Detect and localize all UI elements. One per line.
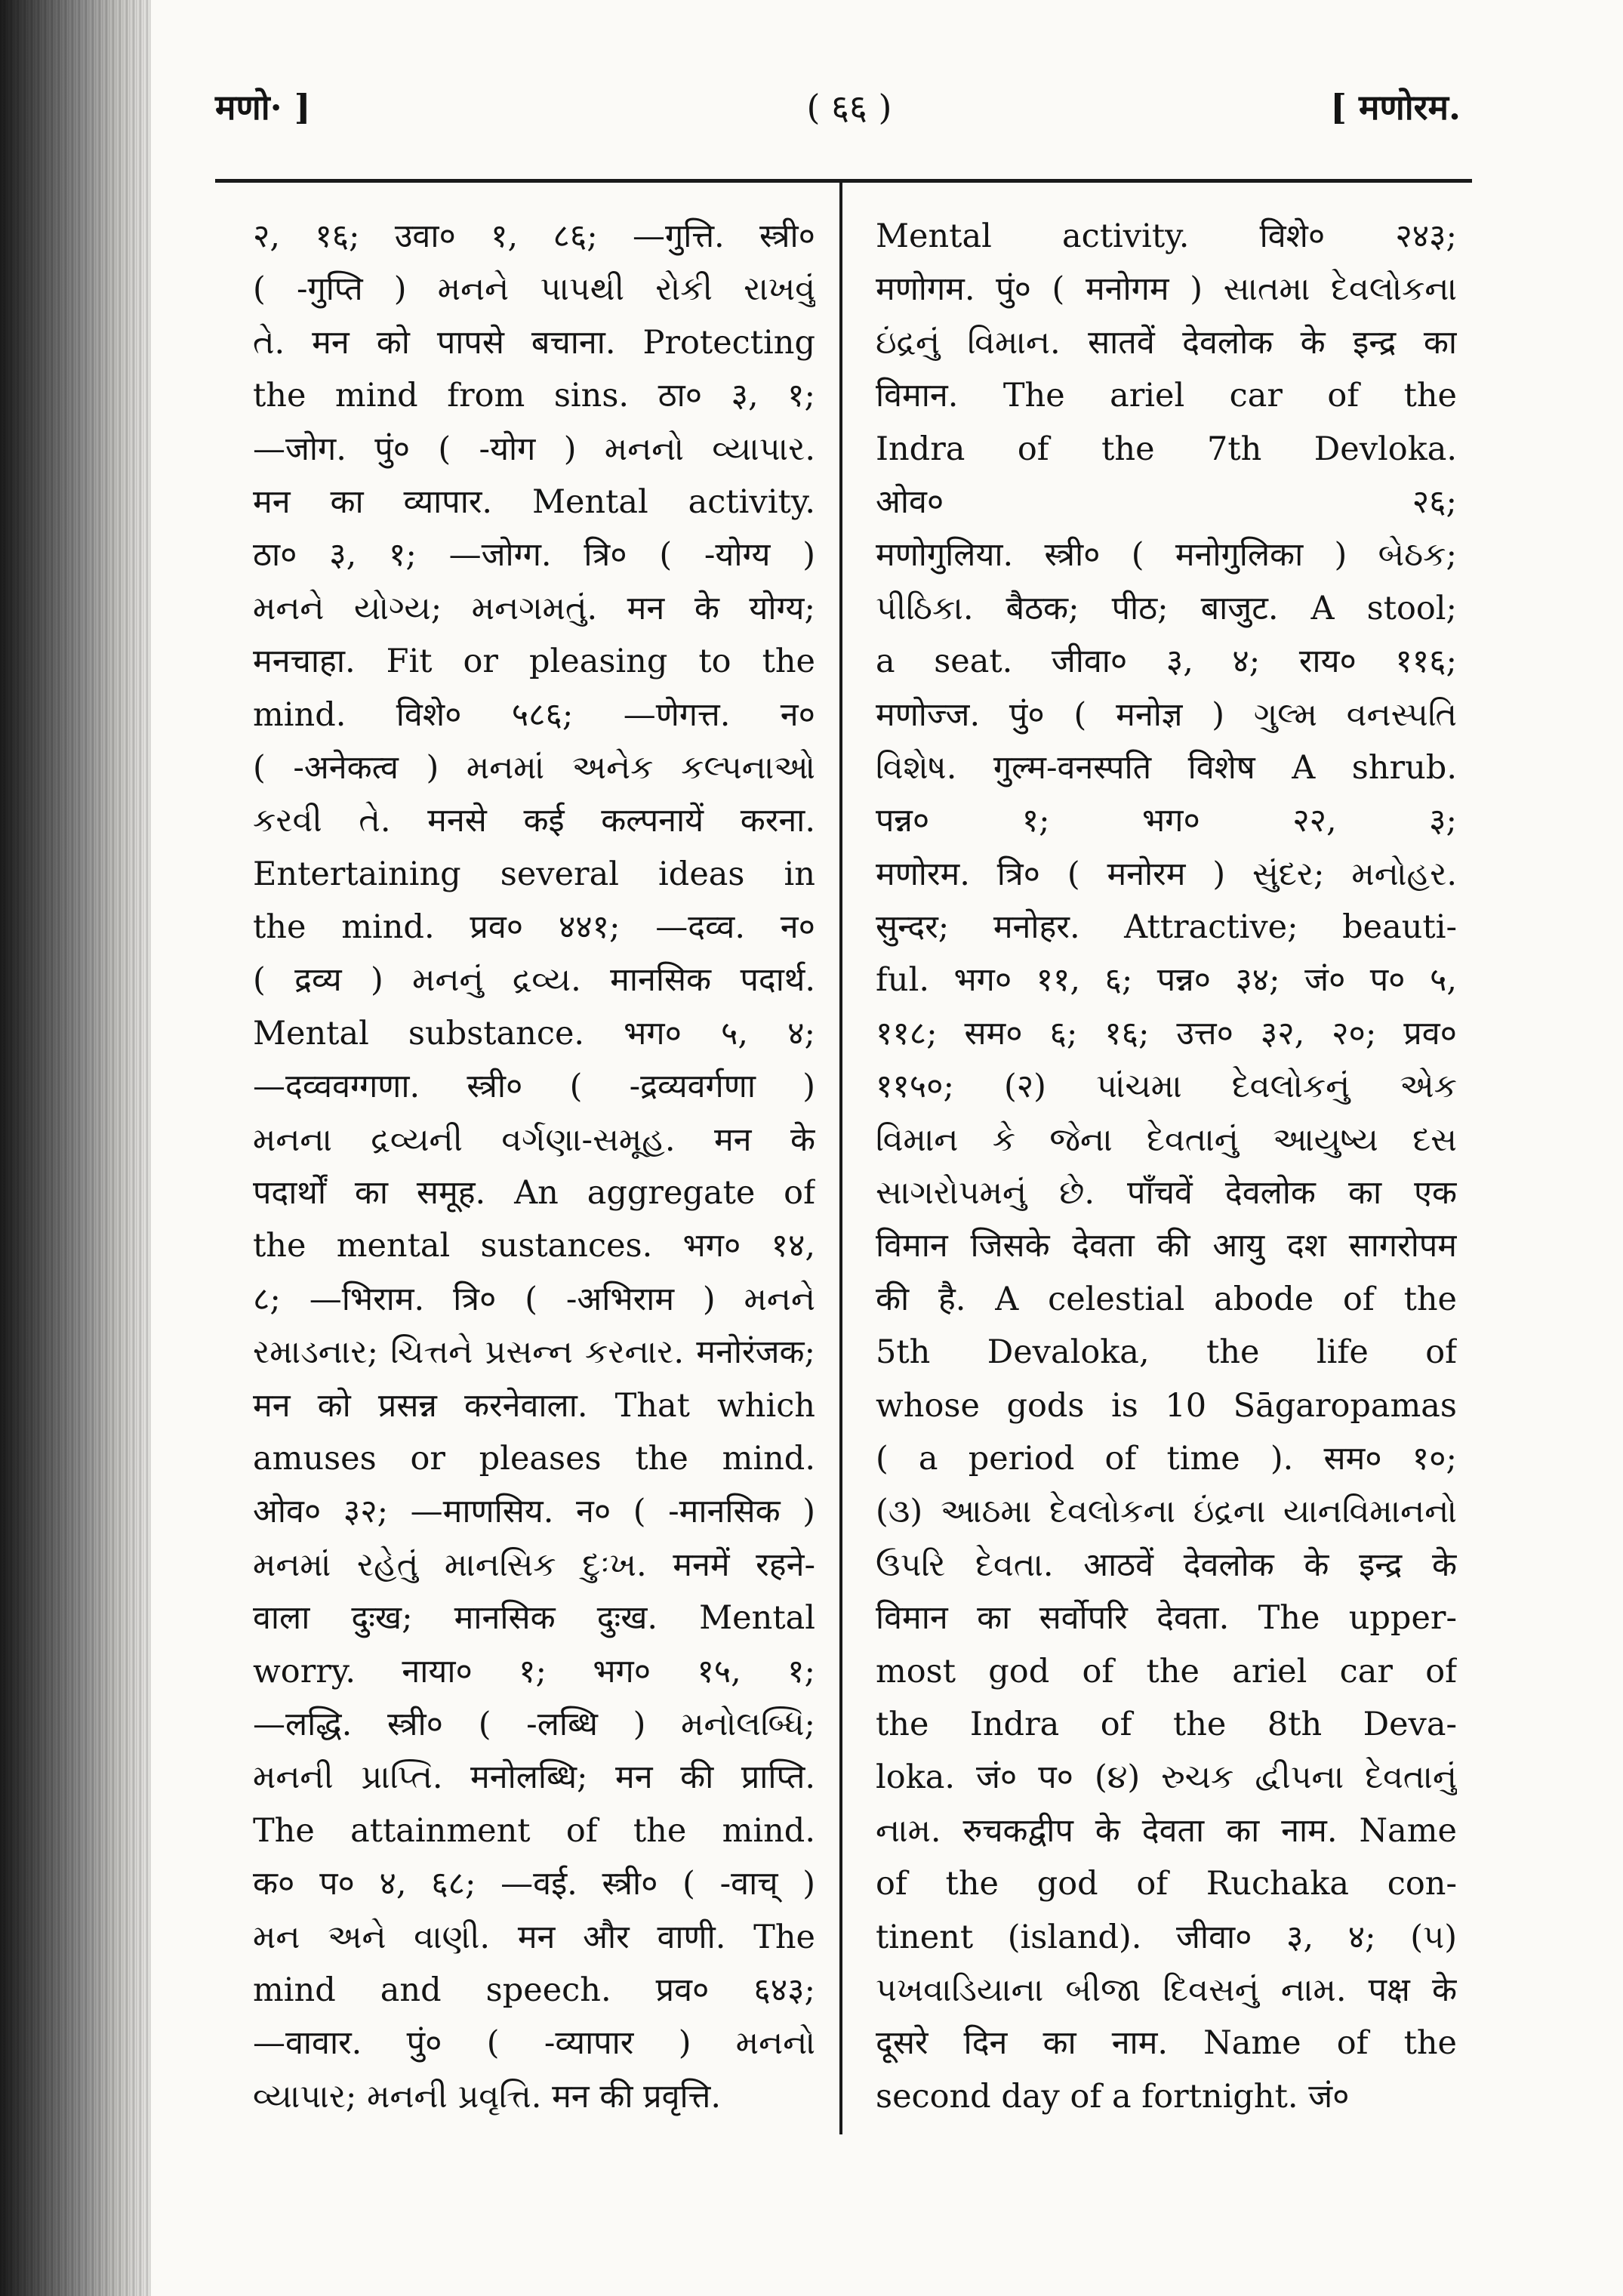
text-line: Entertaining several ideas in: [253, 855, 815, 893]
text-line: विमान जिसके देवता की आयु दश सागरोपम: [876, 1227, 1457, 1265]
text-line: —लद्धि. स्त्री० ( -लब्धि ) મનોલબ્ધિ;: [253, 1705, 815, 1743]
text-line: મન અને વાણી. मन और वाणी. The: [253, 1918, 815, 1956]
text-line: (૩) આઠમા દેવલોકના ઇંદ્રના યાનવિમાનનો: [876, 1493, 1457, 1531]
text-line: second day of a fortnight. जं०: [876, 2077, 1350, 2116]
text-line: ful. भग० ११, ६; पन्न० ३४; जं० प० ५,: [876, 961, 1457, 1000]
text-line: રમાડનાર; ચિત્તને પ્રસન્ન કરનાર. मनोरंजक;: [253, 1333, 815, 1372]
text-line: Indra of the 7th Devloka.: [876, 430, 1457, 468]
text-line: તે. मन को पापसे बचाना. Protecting: [253, 323, 815, 362]
text-line: Mental activity. विशे० २४३;: [876, 217, 1457, 255]
text-line: ( द्रव्य ) મનનું દ્રવ્ય. मानसिक पदार्थ.: [253, 961, 815, 1000]
text-line: ઇંદ્રનું વિમાન. सातवें देवलोक के इन्द्र का: [876, 323, 1457, 362]
text-line: Mental substance. भग० ५, ४;: [253, 1014, 815, 1052]
text-line: विमान. The ariel car of the: [876, 377, 1457, 415]
text-line: पदार्थों का समूह. An aggregate of: [253, 1174, 815, 1213]
text-line: ( -अनेकत्व ) મનમાં અનેક કલ્પનાઓ: [253, 748, 815, 787]
text-line: મનની પ્રાપ્તિ. मनोलब्धि; मन की प्राप्ति.: [253, 1758, 815, 1797]
text-line: मनचाहा. Fit or pleasing to the: [253, 643, 815, 681]
text-line: मणोज्ज. पुं० ( मनोज्ञ ) ગુલ્મ વનસ્પતિ: [876, 695, 1457, 734]
text-line: क० प० ४, ६८; —वई. स्त्री० ( -वाच् ): [253, 1865, 815, 1903]
text-line: की है. A celestial abode of the: [876, 1280, 1457, 1318]
text-line: मणोरम. त्रि० ( मनोरम ) સુંદર; મનોહર.: [876, 855, 1457, 893]
right-column: [876, 210, 1457, 2123]
text-line: વિમાન કે જેના દેવતાનું આયુષ્ય દસ: [876, 1120, 1457, 1159]
text-line: પીઠિકા. बैठक; पीठ; बाजुट. A stool;: [876, 589, 1457, 627]
text-line: the mental sustances. भग० १४,: [253, 1227, 815, 1265]
text-line: मन को प्रसन्न करनेवाला. That which: [253, 1386, 815, 1425]
text-line: worry. नाया० १; भग० १५, १;: [253, 1652, 815, 1690]
text-line: ११५०; (२) પાંચમા દેવલોકનું એક: [876, 1068, 1457, 1106]
text-line: ओव० २६;: [876, 482, 1457, 521]
text-line: whose gods is 10 Sāgaropamas: [876, 1386, 1457, 1425]
text-line: the mind. प्रव० ४४१; —दव्व. न०: [253, 908, 815, 947]
text-line: ( a period of time ). सम० १०;: [876, 1439, 1457, 1478]
text-line: નામ. रुचकद्वीप के देवता का नाम. Name: [876, 1811, 1457, 1850]
text-line: ११८; सम० ६; १६; उत्त० ३२, २०; प्रव०: [876, 1014, 1457, 1052]
text-line: the mind from sins. ठा० ३, १;: [253, 377, 815, 415]
left-column: [253, 210, 815, 2123]
text-line: सुन्दर; मनोहर. Attractive; beauti-: [876, 908, 1457, 947]
text-line: ओव० ३२; —माणसिय. न० ( -मानसिक ): [253, 1493, 815, 1531]
text-line: most god of the ariel car of: [876, 1652, 1457, 1690]
text-line: ठा० ३, १; —जोग्ग. त्रि० ( -योग्य ): [253, 536, 815, 575]
text-line: —दव्ववग्गणा. स्त्री० ( -द्रव्यवर्गणा ): [253, 1068, 815, 1106]
text-line: 5th Devaloka, the life of: [876, 1333, 1457, 1372]
text-line: loka. जं० प० (૪) રુચક દ્વીપના દેવતાનું: [876, 1758, 1457, 1797]
text-line: ઉપરિ દેવતા. आठवें देवलोक के इन्द्र के: [876, 1546, 1457, 1584]
text-line: —जोग. पुं० ( -योग ) મનનો વ્યાપાર.: [253, 430, 815, 468]
header-rule: [215, 179, 1472, 183]
text-line: विमान का सर्वोपरि देवता. The upper-: [876, 1599, 1457, 1638]
text-line: पन्न० १; भग० २२, ३;: [876, 802, 1457, 840]
text-line: the Indra of the 8th Deva-: [876, 1705, 1457, 1743]
text-line: of the god of Ruchaka con-: [876, 1865, 1457, 1903]
text-line: મનના દ્રવ્યની વર્ગણા-સમૂહ. मन के: [253, 1120, 815, 1159]
book-binding-edge: [0, 0, 151, 2296]
text-line: મનને યોગ્ય; મનગમતું. मन के योग्य;: [253, 589, 815, 627]
text-line: मणोगम. पुं० ( मनोगम ) સાતમા દેવલોકના: [876, 270, 1457, 309]
text-line: પખવાડિયાના બીજા દિવસનું નામ. पक्ष के: [876, 1971, 1457, 2009]
text-line: ( -गुप्ति ) મનને પાપથી રોકી રાખવું: [253, 270, 815, 309]
text-line: मणोगुलिया. स्त्री० ( मनोगुलिका ) બેઠક;: [876, 536, 1457, 575]
running-head-right: [ मणोरम.: [1330, 87, 1461, 128]
text-line: दूसरे दिन का नाम. Name of the: [876, 2024, 1457, 2063]
text-line: amuses or pleases the mind.: [253, 1439, 815, 1478]
text-line: mind and speech. प्रव० ६४३;: [253, 1971, 815, 2009]
text-line: ८; —भिराम. त्रि० ( -अभिराम ) મનને: [253, 1280, 815, 1318]
text-line: વિશેષ. गुल्म-वनस्पति विशेष A shrub.: [876, 748, 1457, 787]
running-head-left: मणो· ]: [215, 87, 311, 128]
text-line: मन का व्यापार. Mental activity.: [253, 482, 815, 521]
column-divider: [839, 179, 842, 2134]
page-number: ( ६६ ): [806, 87, 892, 128]
text-line: સાગરોપમનું છે. पाँचवें देवलोक का एक: [876, 1174, 1457, 1213]
text-line: वाला दुःख; मानसिक दुःख. Mental: [253, 1599, 815, 1638]
text-line: २, १६; उवा० १, ८६; —गुत्ति. स्त्री०: [253, 217, 815, 255]
text-line: કરવી તે. मनसे कई कल्पनायें करना.: [253, 802, 815, 840]
text-line: tinent (island). जीवा० ३, ४; (૫): [876, 1918, 1457, 1956]
text-line: —वावार. पुं० ( -व्यापार ) મનનો: [253, 2024, 815, 2063]
text-line: mind. विशे० ५८६; —णेगत्त. न०: [253, 695, 815, 734]
text-line: મનમાં રહેતું માનસિક દુઃખ. मनमें रहने-: [253, 1546, 815, 1584]
text-line: a seat. जीवा० ३, ४; राय० ११६;: [876, 643, 1457, 681]
text-line: The attainment of the mind.: [253, 1811, 815, 1850]
text-line: વ્યાપાર; મનની પ્રવૃત્તિ. मन की प्रवृत्ति.: [253, 2077, 722, 2116]
